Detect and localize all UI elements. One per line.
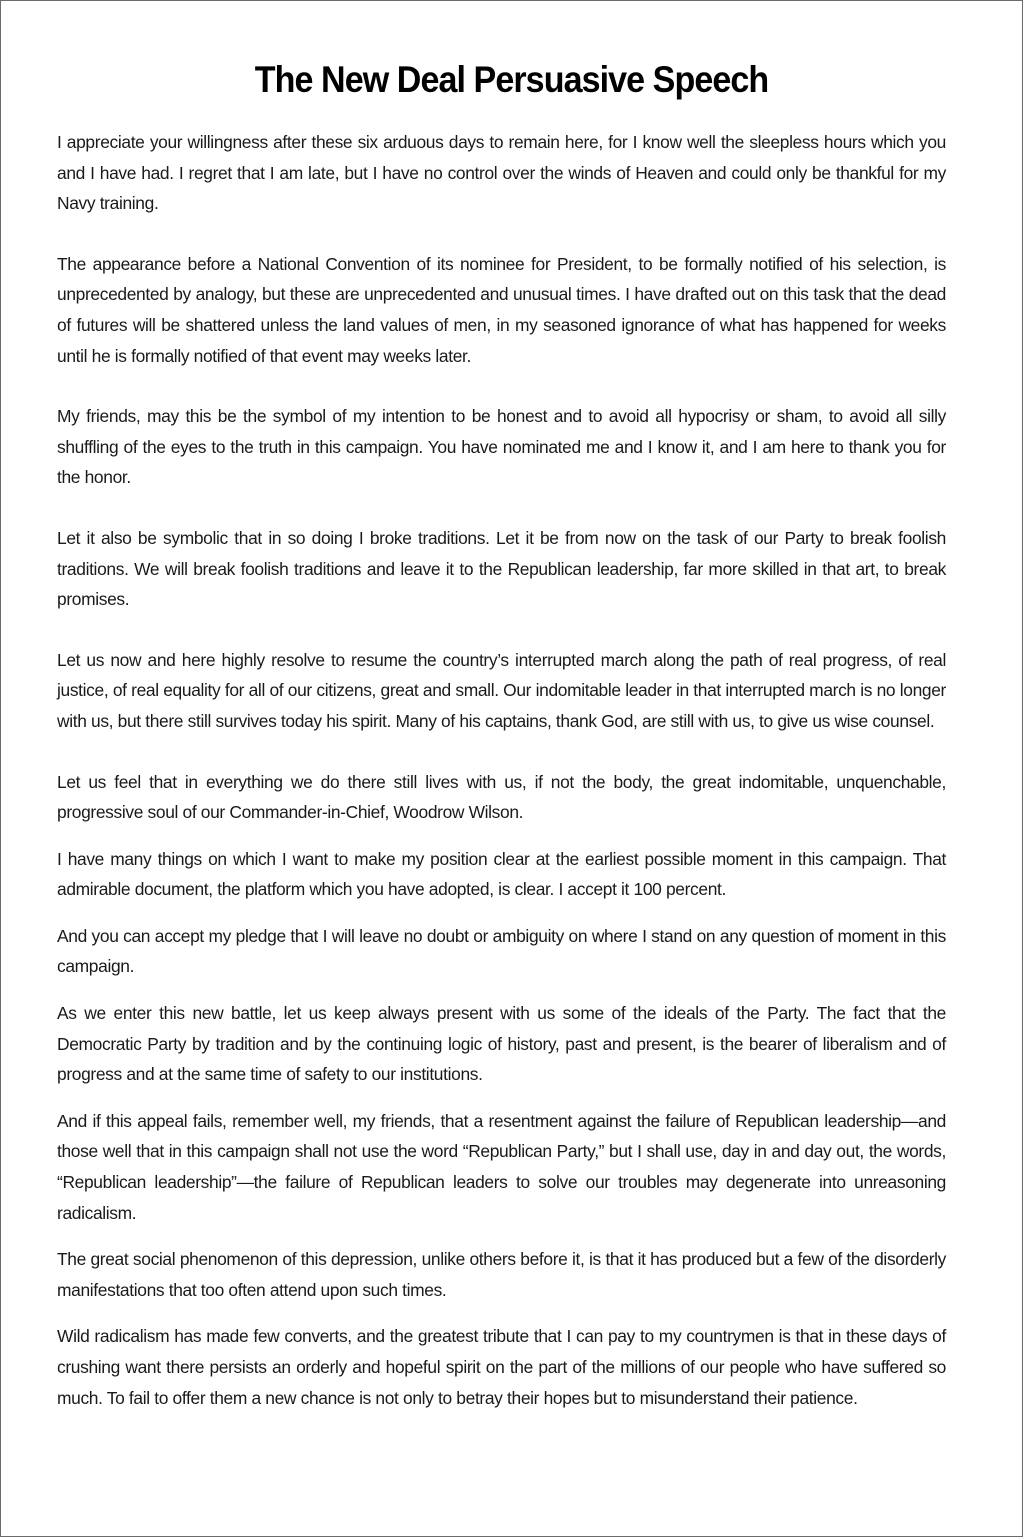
page-title: The New Deal Persuasive Speech — [254, 59, 769, 100]
paragraph-7: I have many things on which I want to make my position clear at the earliest possible moment in this campaign. That admirable document, the platform which you have adopted, is clear. I accept it 100 percent. — [57, 848, 946, 900]
paragraph-2: The appearance before a National Convention of its nominee for President, to be formally notified of his selection, is unprecedented by analogy, but these are unprecedented and unusual times. I have drafted out on this task that the dead of futures will be shattered unless the land values of men, in my seasoned ignorance of what has happened for weeks until he is formally notified of that event may weeks later. — [57, 253, 946, 366]
paragraph-12: Wild radicalism has made few converts, and the greatest tribute that I can pay to my countrymen is that in these days of crushing want there persists an orderly and hopeful spirit on the part of the millions of our people who have suffered so much. To fail to offer them a new chance is not only to betray their hopes but to misunderstand their patience. — [57, 1326, 946, 1408]
paragraph-6: Let us feel that in everything we do there still lives with us, if not the body, the great indomitable, unquenchable, progressive soul of our Commander-in-Chief, Woodrow Wilson. — [57, 771, 946, 823]
paragraph-5: Let us now and here highly resolve to resume the country’s interrupted march along the path of real progress, of real justice, of real equality for all of our citizens, great and small. Our indomitable leader in that interrupted march is no longer with us, but there still survives today his spirit. Many of his captains, thank God, are still with us, to give us wise counsel. — [57, 649, 946, 731]
paragraph-3: My friends, may this be the symbol of my intention to be honest and to avoid all hypocrisy or sham, to avoid all silly shuffling of the eyes to the truth in this campaign. You have nominated me and I know it, and I am here to thank you for the honor. — [57, 406, 946, 488]
speech-body — [57, 127, 946, 1413]
paragraph-8: And you can accept my pledge that I will leave no doubt or ambiguity on where I stand on any question of moment in this campaign. — [57, 925, 946, 977]
paragraph-4: Let it also be symbolic that in so doing I broke traditions. Let it be from now on the task of our Party to break foolish traditions. We will break foolish traditions and leave it to the Republican leadership, far more skilled in that art, to break promises. — [57, 527, 946, 610]
paragraph-10: And if this appeal fails, remember well, my friends, that a resentment against the failure of Republican leadership—and those well that in this campaign shall not use the word “Republican Party,” but I shall use, day in and day out, the words, “Republican leadership”—the failure of Republican leaders to solve our troubles may degenerate into unreasoning radicalism. — [57, 1110, 946, 1223]
paragraph-1: I appreciate your willingness after these six arduous days to remain here, for I know well the sleepless hours which you and I have had. I regret that I am late, but I have no control over the winds of Heaven and could only be thankful for my Navy training. — [57, 132, 946, 214]
paragraph-11: The great social phenomenon of this depression, unlike others before it, is that it has produced but a few of the disorderly manifestations that too often attend upon such times. — [57, 1249, 946, 1300]
paragraph-9: As we enter this new battle, let us keep always present with us some of the ideals of the Party. The fact that the Democratic Party by tradition and by the continuing logic of history, past and present, is the bearer of liberalism and of progress and at the same time of safety to our institutions. — [57, 1003, 946, 1085]
